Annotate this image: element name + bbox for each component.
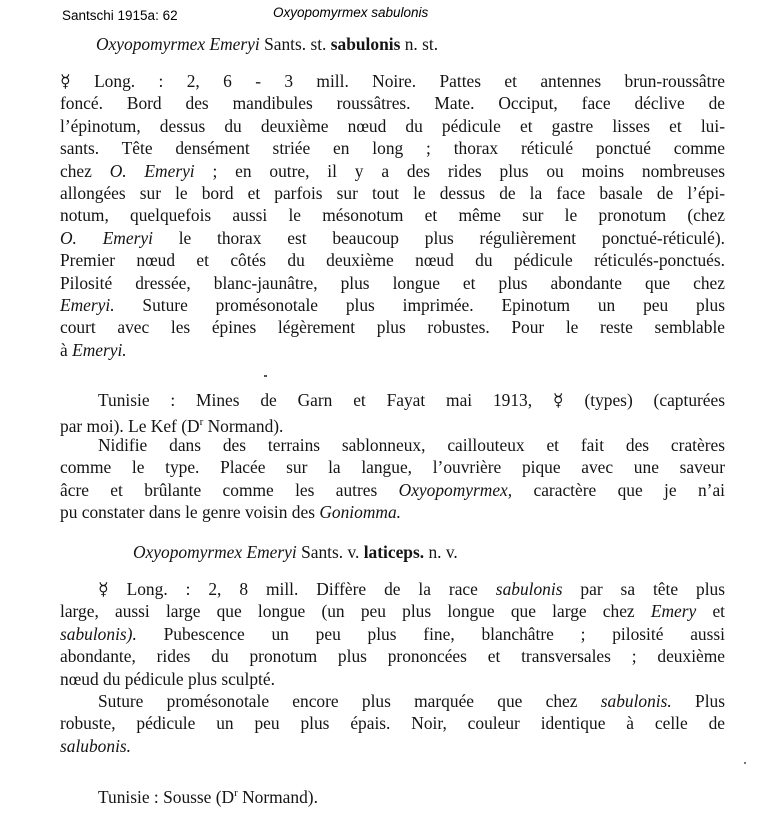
heading2-taxon-name: laticeps. — [363, 542, 425, 562]
text-span: Premier nœud et côtés du deuxième nœud du pédicule réticulés-ponctués. — [60, 250, 725, 271]
text-span: allongées sur le bord et parfois sur tout le dessus de la face basale de l’épi- — [60, 182, 725, 203]
text-line — [60, 294, 725, 316]
italic-text: Goniomma. — [319, 502, 401, 523]
taxon-heading-laticeps — [133, 541, 759, 563]
text-span: ; en outre, il y a des rides plus ou moins nombreuses — [194, 160, 725, 181]
text-line — [60, 668, 725, 690]
text-line — [60, 389, 725, 411]
text-span: (types) (capturées — [563, 390, 726, 410]
text-line — [60, 434, 725, 456]
text-span: Normand). — [203, 416, 284, 437]
heading-status: n. st. — [404, 34, 439, 54]
text-line — [60, 411, 725, 437]
italic-text: O. Emeryi — [109, 160, 195, 181]
print-speck-edge — [744, 762, 746, 764]
heading-taxon-name: sabulonis — [330, 34, 401, 54]
running-title: Oxyopomyrmex sabulonis — [273, 5, 429, 20]
description-paragraph — [60, 70, 725, 361]
print-speck — [264, 375, 267, 377]
text-line — [60, 456, 725, 478]
text-line — [60, 70, 725, 92]
text-span: Suture promésonotale encore plus marquée que chez — [98, 690, 601, 711]
text-span: abondante, rides du pronotum plus prononcées et transversales ; deuxième — [60, 646, 725, 667]
text-line — [60, 137, 725, 159]
worker-symbol: ☿ — [60, 71, 71, 91]
text-span: sants. Tête densément striée en long ; thorax réticulé ponctué comme — [60, 138, 725, 159]
text-line — [60, 182, 725, 204]
text-span: nœud du pédicule plus sculpté. — [60, 668, 275, 689]
text-line — [60, 578, 725, 600]
italic-text: Emery — [650, 601, 697, 622]
italic-text: Emeryi. — [72, 339, 127, 360]
italic-text: Oxyopomyrmex, — [398, 479, 513, 500]
text-line — [60, 92, 725, 114]
heading2-author: Sants. v. — [301, 542, 360, 562]
taxon-heading-sabulonis — [96, 33, 759, 55]
text-span: Long. : 2, 8 mill. Diffère de la race — [108, 579, 496, 599]
text-span: chez — [60, 160, 110, 181]
locality-paragraph — [60, 389, 726, 437]
text-line — [60, 690, 725, 712]
text-span: âcre et brûlante comme les autres — [60, 479, 399, 500]
worker-symbol: ☿ — [552, 390, 564, 410]
text-span: à — [60, 339, 73, 360]
text-span: Tunisie : Mines de Garn et Fayat mai 1913, — [98, 390, 553, 410]
citation-header: Santschi 1915a: 62 — [62, 8, 178, 23]
worker-symbol: ☿ — [98, 579, 109, 599]
text-span: r — [199, 416, 204, 429]
text-span: comme le type. Placée sur la langue, l’ouvrière pique avec une saveur — [60, 457, 725, 478]
heading2-genus-species: Oxyopomyrmex Emeryi — [133, 542, 297, 562]
text-span: par moi). Le Kef (D — [60, 416, 200, 437]
text-span: par sa tête plus — [562, 579, 725, 599]
variety-locality: Tunisie : Sousse ($D^r$ Normand). — [98, 786, 318, 807]
text-span: pu constater dans le genre voisin des — [60, 502, 320, 523]
text-span: Long. : 2, 6 - 3 mill. Noire. Pattes et antennes brun-roussâtre — [70, 71, 725, 91]
text-span: foncé. Bord des mandibules roussâtres. Mate. Occiput, face déclive de — [60, 93, 725, 114]
text-line — [60, 115, 725, 137]
text-span: Pilosité dressée, blanc-jaunâtre, plus longue et plus abondante que chez — [60, 272, 725, 293]
text-span: large, aussi large que longue (un peu plus longue que large chez — [60, 601, 651, 622]
text-line — [60, 600, 725, 622]
text-span: Plus — [671, 690, 725, 711]
text-span: caractère que je n’ai — [512, 479, 725, 500]
text-line — [60, 645, 725, 667]
italic-text: O. Emeryi — [60, 227, 153, 248]
text-line — [60, 204, 725, 226]
heading2-status: n. v. — [428, 542, 458, 562]
text-span: l’épinotum, dessus du deuxième nœud du pédicule et gastre lisses et lui- — [60, 115, 725, 136]
text-span: Suture promésonotale plus imprimée. Epinotum un peu plus — [114, 294, 725, 315]
heading-genus-species: Oxyopomyrmex Emeryi — [96, 34, 260, 54]
text-span: robuste, pédicule un peu plus épais. Noir, couleur identique à celle de — [60, 713, 725, 734]
text-span: Nidifie dans des terrains sablonneux, caillouteux et fait des cratères — [98, 435, 725, 455]
text-line — [60, 479, 725, 501]
text-line — [60, 272, 725, 294]
text-line — [60, 316, 725, 338]
text-line — [60, 339, 725, 361]
nesting-paragraph — [60, 434, 725, 524]
text-span: et — [696, 601, 725, 622]
text-line — [60, 160, 725, 182]
text-span: court avec les épines légèrement plus robustes. Pour le reste semblable — [60, 317, 725, 338]
italic-text: sabulonis). — [60, 623, 137, 644]
italic-text: sabulonis — [495, 579, 563, 599]
text-line — [60, 712, 725, 734]
text-line — [60, 249, 725, 271]
text-line — [60, 227, 725, 249]
heading-author: Sants. st. — [264, 34, 327, 54]
text-line — [60, 623, 725, 645]
variety-description — [60, 578, 725, 757]
text-span: le thorax est beaucoup plus régulièrement ponctué-réticulé). — [152, 227, 725, 248]
text-line — [60, 735, 725, 757]
italic-text: salubonis. — [60, 735, 132, 756]
text-span: notum, quelquefois aussi le mésonotum et même sur le pronotum (chez — [60, 205, 725, 226]
italic-text: Emeryi. — [60, 294, 115, 315]
italic-text: sabulonis. — [600, 690, 672, 711]
text-span: Pubescence un peu plus fine, blanchâtre ; pilosité aussi — [136, 623, 725, 644]
text-line — [60, 501, 725, 523]
